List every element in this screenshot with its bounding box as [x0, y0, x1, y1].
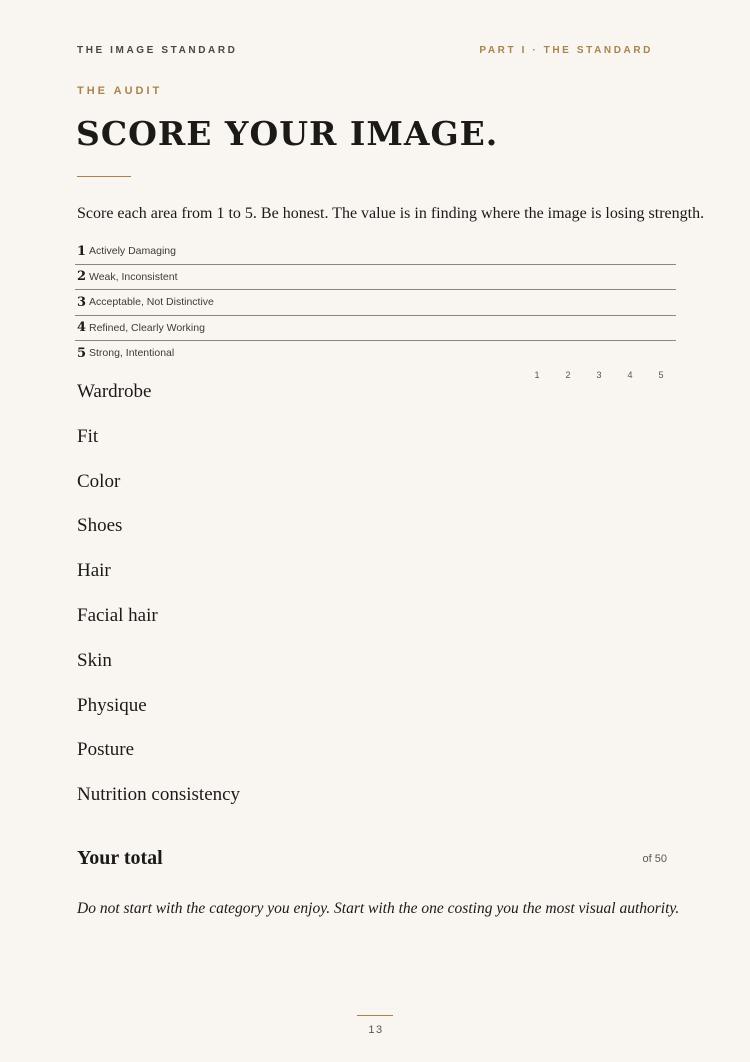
eyebrow-label: THE AUDIT — [77, 85, 163, 97]
legend-score: 3 — [77, 294, 87, 310]
category-item: Fit — [77, 425, 99, 447]
legend-score: 1 — [77, 243, 87, 259]
category-item: Facial hair — [77, 604, 158, 626]
category-item: Wardrobe — [77, 381, 152, 402]
score-column-label: 4 — [627, 370, 633, 380]
legend-label: Refined, Clearly Working — [89, 321, 205, 334]
section-label: PART I · THE STANDARD — [479, 45, 653, 56]
legend-row — [75, 264, 676, 290]
legend-row — [75, 289, 676, 315]
category-item: Nutrition consistency — [77, 784, 241, 806]
legend-label: Actively Damaging — [89, 245, 176, 258]
legend-label: Weak, Inconsistent — [89, 270, 178, 283]
score-column-label: 1 — [534, 370, 540, 380]
running-title: THE IMAGE STANDARD — [77, 45, 238, 56]
score-column-label: 2 — [565, 370, 571, 380]
legend-row — [75, 239, 676, 264]
category-item: Color — [77, 470, 121, 492]
score-column-label: 5 — [658, 370, 664, 380]
title-divider — [77, 176, 131, 177]
total-label: Your total — [77, 847, 163, 869]
category-item: Posture — [77, 739, 134, 761]
category-item: Hair — [77, 560, 111, 582]
category-item: Shoes — [77, 515, 123, 537]
category-list — [77, 381, 677, 829]
total-max: of 50 — [642, 853, 667, 865]
intro-text: Score each area from 1 to 5. Be honest. The value is in finding where the image is losing strength. — [77, 205, 705, 222]
footer-divider — [357, 1015, 393, 1016]
page-title: SCORE YOUR IMAGE. — [76, 114, 499, 153]
legend-label: Strong, Intentional — [89, 347, 175, 360]
legend-score: 4 — [77, 320, 87, 336]
legend-score: 5 — [77, 345, 87, 361]
score-column-label: 3 — [596, 370, 602, 380]
legend-label: Acceptable, Not Distinctive — [89, 296, 214, 309]
category-item: Physique — [77, 694, 147, 716]
legend-score: 2 — [77, 269, 87, 285]
category-item: Skin — [77, 649, 112, 671]
closing-note: Do not start with the category you enjoy. Start with the one costing you the most visual authority. — [77, 900, 680, 917]
page-number: 13 — [368, 1024, 384, 1036]
legend-row — [75, 340, 676, 366]
scale-legend — [75, 239, 676, 366]
legend-row — [75, 315, 676, 341]
